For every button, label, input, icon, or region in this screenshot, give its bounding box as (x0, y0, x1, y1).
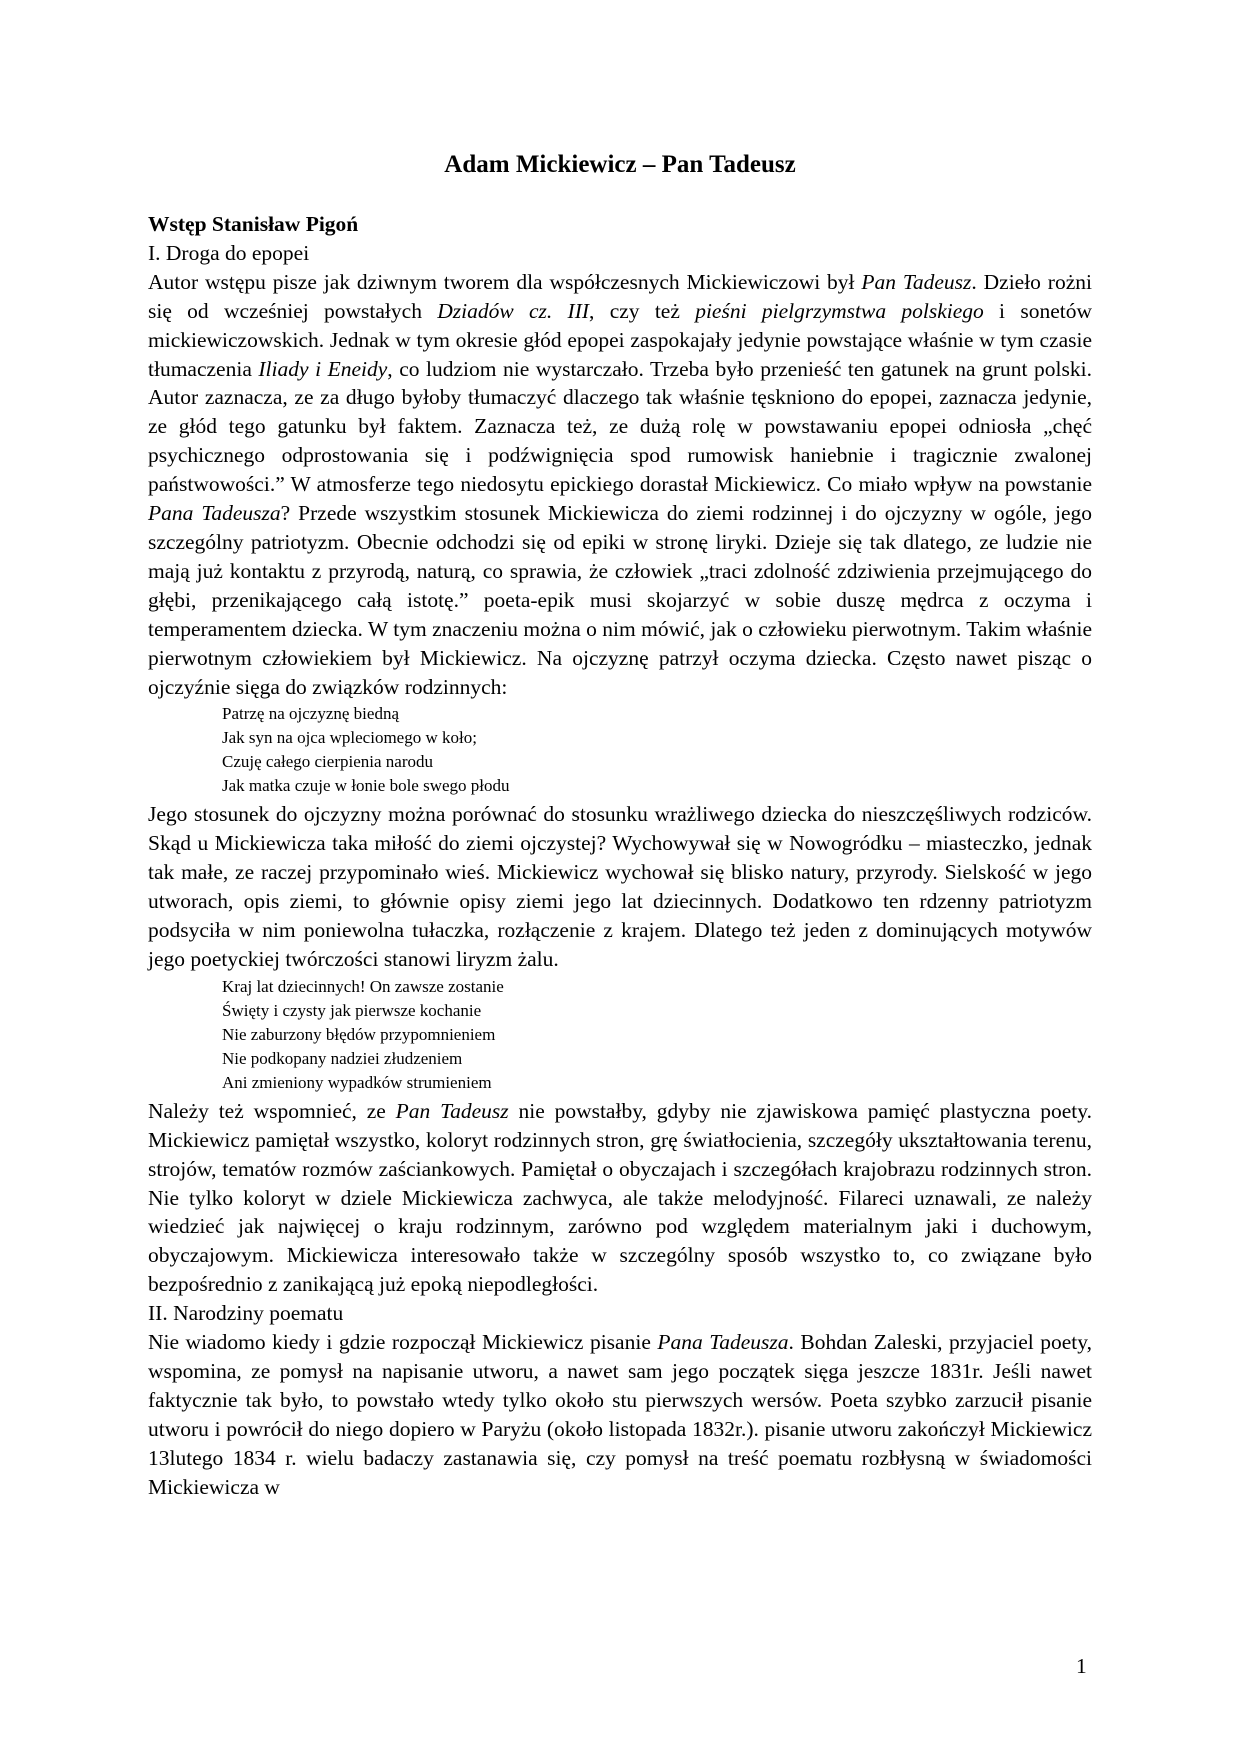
text-run: , czy też (589, 298, 696, 323)
italic-title: Iliady i Eneidy (258, 356, 388, 381)
verse-line: Patrzę na ojczyznę biedną (222, 704, 399, 724)
paragraph (148, 800, 1092, 973)
verse-line: Nie podkopany nadziei złudzeniem (222, 1048, 463, 1068)
verse-quote (148, 974, 1092, 1097)
text-run: Należy też wspomnieć, ze (148, 1098, 396, 1123)
verse-line: Czuję całego cierpienia narodu (222, 752, 433, 772)
verse-line: Święty i czysty jak pierwsze kochanie (222, 1000, 482, 1020)
text-run: ? Przede wszystkim stosunek Mickiewicza do ziemi rodzinnej i do ojczyzny w ogóle, jego szczególny patriotyzm. Obecnie odchodzi się od epiki w stronę liryki. Dzieje się tak dlatego, ze ludzie nie mają już kontaktu z przyrodą, naturą, co sprawia, że człowiek „traci zdolność zdziwienia przejmującego do głębi, przenikającego całą istotę.” poeta-epik musi skojarzyć w sobie duszę mędrca z oczyma i temperamentem dziecka. W tym znaczeniu można o nim mówić, jak o człowieku pierwotnym. Takim właśnie pierwotnym człowiekiem był Mickiewicz. Na ojczyznę patrzył oczyma dziecka. Często nawet pisząc o ojczyźnie sięga do związków rodzinnych: (148, 501, 1092, 699)
italic-title: Pan Tadeusz (395, 1098, 509, 1123)
verse-line: Ani zmieniony wypadków strumieniem (222, 1072, 492, 1092)
italic-title: Dziadów cz. III (437, 298, 590, 323)
italic-title: Pana Tadeusza (148, 501, 281, 526)
text-run: , co ludziom nie wystarczało. Trzeba było przenieść ten gatunek na grunt polski. Autor zaznacza, ze za długo byłoby tłumaczyć dlaczego tak właśnie tęskniono do epopei, zaznacza jedynie, ze głód tego gatunku był faktem. Zaznacza też, ze dużą rolę w powstawaniu epopei odniosła „chęć psychicznego odprostowania się i podźwignięcia spod rumowisk haniebnie i tragicznie zwalonej państwowości.” W atmosferze tego niedosytu epickiego dorastał Mickiewicz. Co miało wpływ na powstanie (148, 356, 1092, 497)
italic-title: Pana Tadeusza (657, 1330, 789, 1355)
verse-quote (148, 701, 1092, 800)
paragraph (148, 1328, 1092, 1501)
verse-line: Nie zaburzony błędów przypomnieniem (222, 1024, 496, 1044)
text-run: Autor wstępu pisze jak dziwnym tworem dla współczesnych Mickiewiczowi był (148, 269, 862, 294)
verse-line: Jak syn na ojca wpleciomego w koło; (222, 728, 477, 748)
paragraph (148, 1097, 1092, 1299)
text-run: . Dzieło rożni się od wcześniej powstałych (148, 269, 1092, 323)
page-number: 1 (1076, 1654, 1087, 1678)
text-run: Nie wiadomo kiedy i gdzie rozpoczął Mickiewicz pisanie (148, 1330, 658, 1355)
section-heading-2: II. Narodziny poematu (148, 1301, 344, 1326)
text-run: nie powstałby, gdyby nie zjawiskowa pamięć plastyczna poety. Mickiewicz pamiętał wszystko, koloryt rodzinnych stron, grę światłocienia, szczegóły ukształtowania terenu, strojów, tematów rozmów zaściankowych. Pamiętał o obyczajach i szczegółach krajobrazu rodzinnych stron. Nie tylko koloryt w dziele Mickiewicza zachwyca, ale także melodyjność. Filareci uznawali, ze należy wiedzieć jak najwięcej o kraju rodzinnym, zarówno pod względem materialnym jaki i duchowym, obyczajowym. Mickiewicza interesowało także w szczególny sposób wszystko to, co związane było bezpośrednio z zanikającą już epoką niepodległości. (148, 1098, 1092, 1297)
italic-title: pieśni pielgrzymstwa polskiego (695, 298, 984, 323)
document-title: Adam Mickiewicz – Pan Tadeusz (444, 151, 796, 178)
paragraph (148, 268, 1092, 702)
introduction-author-heading: Wstęp Stanisław Pigoń (148, 212, 359, 236)
section-heading-1: I. Droga do epopei (148, 240, 310, 265)
document-body (148, 210, 1092, 1502)
text-run: . Bohdan Zaleski, przyjaciel poety, wspomina, ze pomysł na napisanie utworu, a nawet sam jego początek sięga jeszcze 1831r. Jeśli nawet faktycznie tak było, to powstało wtedy tylko około stu pierwszych wersów. Poeta szybko zarzucił pisanie utworu i powrócił do niego dopiero w Paryżu (około listopada 1832r.). pisanie utworu zakończył Mickiewicz 13lutego 1834 r. wielu badaczy zastanawia się, czy pomysł na treść poematu rozbłysną w świadomości Mickiewicza w (148, 1330, 1092, 1499)
text-run: i sonetów mickiewiczowskich. Jednak w tym okresie głód epopei zaspokajały jedynie powstające właśnie w tym czasie tłumaczenia (148, 298, 1092, 381)
verse-line: Jak matka czuje w łonie bole swego płodu (222, 776, 510, 796)
italic-title: Pan Tadeusz (861, 269, 972, 294)
text-run: Jego stosunek do ojczyzny można porównać do stosunku wrażliwego dziecka do nieszczęśliwych rodziców. Skąd u Mickiewicza taka miłość do ziemi ojczystej? Wychowywał się w Nowogródku – miasteczko, jednak tak małe, ze raczej przypominało wieś. Mickiewicz wychował się blisko natury, przyrody. Sielskość w jego utworach, opis ziemi, to głównie opisy ziemi jego lat dziecinnych. Dodatkowo ten rdzenny patriotyzm podsyciła w nim poniewolna tułaczka, rozłączenie z krajem. Dlatego też jeden z dominujących motywów jego poetyckiej twórczości stanowi liryzm żalu. (148, 802, 1092, 971)
verse-line: Kraj lat dziecinnych! On zawsze zostanie (222, 976, 504, 996)
